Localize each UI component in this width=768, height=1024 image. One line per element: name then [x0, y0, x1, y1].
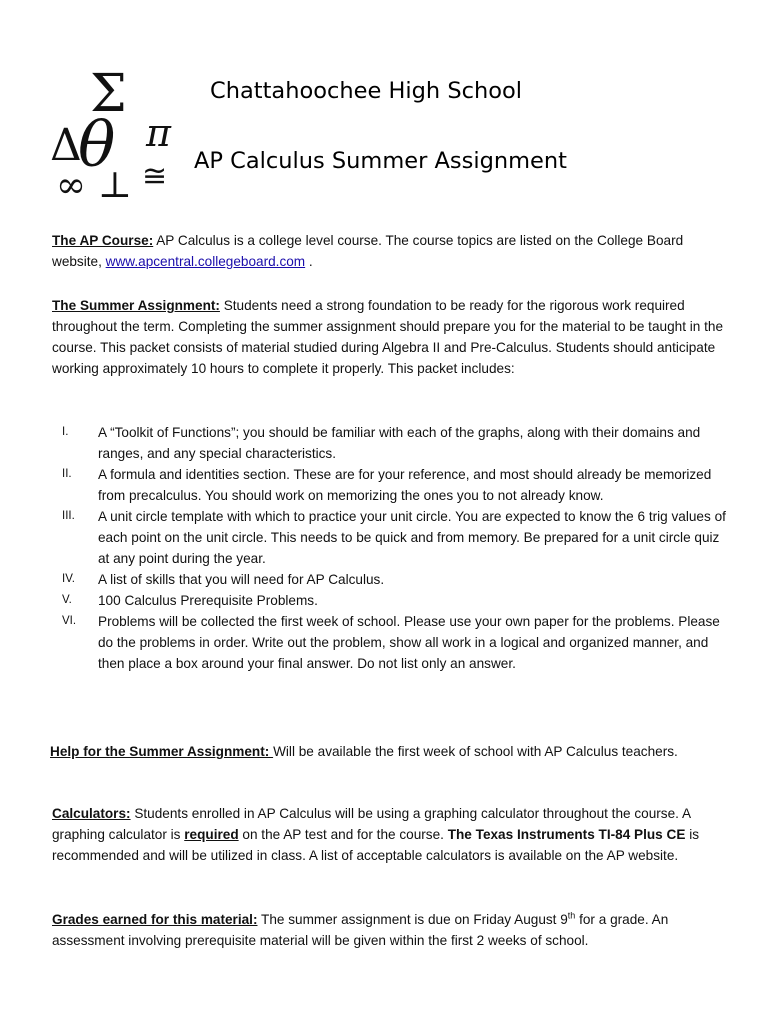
- list-item: [52, 569, 732, 590]
- section-label: Calculators:: [52, 806, 131, 821]
- list-number: III.: [62, 510, 75, 522]
- paragraph-text: is recommended and will be utilized in class. A list of acceptable calculators is available on the AP website.: [52, 827, 700, 863]
- section-grades: [52, 909, 732, 951]
- section-summer-assignment: [52, 295, 732, 379]
- section-label: Help for the Summer Assignment:: [50, 744, 274, 759]
- list-item: [52, 590, 732, 611]
- section-calculators: [52, 803, 732, 866]
- paragraph-text: on the AP test and for the course.: [238, 827, 448, 842]
- list-number: V.: [62, 594, 72, 606]
- list-item-text: 100 Calculus Prerequisite Problems.: [98, 593, 318, 608]
- paragraph-text: Will be available the first week of school with AP Calculus teachers.: [273, 744, 678, 759]
- delta-symbol: Δ: [50, 120, 82, 171]
- required-emphasis: required: [184, 827, 239, 842]
- list-number: VI.: [62, 615, 77, 627]
- ordinal-suffix: th: [567, 910, 576, 921]
- school-name: Chattahoochee High School: [210, 78, 523, 104]
- paragraph-text: for a grade. An assessment involving prerequisite material will be given within the first 2 weeks of school.: [52, 912, 669, 948]
- paragraph-text: Students need a strong foundation to be ready for the rigorous work required throughout the term. Completing the summer assignment should prepare you for the material to be taught in the course. This packet consists of material studied during Algebra II and Pre-Calculus. Students should anticipate working approximately 10 hours to complete it properly. This packet includes:: [52, 298, 723, 376]
- infinity-symbol: ∞: [56, 165, 86, 206]
- paragraph-text: .: [305, 254, 313, 269]
- math-symbols-logo: [50, 64, 180, 206]
- list-item-text: A formula and identities section. These are for your reference, and most should already be memorized from precalculus. You should work on memorizing the ones you to not already know.: [98, 467, 712, 503]
- list-item: [52, 422, 732, 464]
- paragraph-text: AP Calculus is a college level course. The course topics are listed on the College Board website,: [52, 233, 684, 269]
- section-label: The AP Course:: [52, 233, 154, 248]
- calculator-model: The Texas Instruments TI-84 Plus CE: [447, 827, 686, 842]
- section-ap-course: [52, 230, 732, 272]
- list-item-text: A list of skills that you will need for AP Calculus.: [98, 572, 385, 587]
- perpendicular-symbol: ⊥: [98, 165, 132, 206]
- packet-contents-list: [52, 422, 732, 674]
- section-label: The Summer Assignment:: [52, 298, 220, 313]
- paragraph-text: Students enrolled in AP Calculus will be using a graphing calculator throughout the course. A graphing calculator is: [52, 806, 691, 842]
- section-label: Grades earned for this material:: [52, 912, 258, 927]
- list-number: IV.: [62, 573, 76, 585]
- paragraph-text: The summer assignment is due on Friday August 9: [257, 912, 568, 927]
- theta-symbol: θ: [78, 108, 116, 181]
- list-number: I.: [62, 426, 69, 438]
- page-title: AP Calculus Summer Assignment: [194, 148, 567, 174]
- list-number: II.: [62, 468, 72, 480]
- college-board-link[interactable]: www.apcentral.collegeboard.com: [105, 254, 306, 269]
- list-item: [52, 464, 732, 506]
- list-item: [52, 611, 732, 674]
- section-help: [50, 741, 730, 762]
- congruent-symbol: ≅: [142, 159, 168, 194]
- sigma-symbol: Σ: [90, 64, 127, 124]
- list-item-text: Problems will be collected the first week of school. Please use your own paper for the problems. Please do the problems in order. Write out the problem, show all work in a logical and organized manner, and then place a box around your final answer. Do not list only an answer.: [98, 614, 720, 671]
- pi-symbol: π: [146, 111, 171, 155]
- list-item-text: A “Toolkit of Functions”; you should be familiar with each of the graphs, along with their domains and ranges, and any special characteristics.: [98, 425, 701, 461]
- list-item: [52, 506, 732, 569]
- list-item-text: A unit circle template with which to practice your unit circle. You are expected to know the 6 trig values of each point on the unit circle. This needs to be quick and from memory. Be prepared for a unit circle quiz at any point during the year.: [98, 509, 726, 566]
